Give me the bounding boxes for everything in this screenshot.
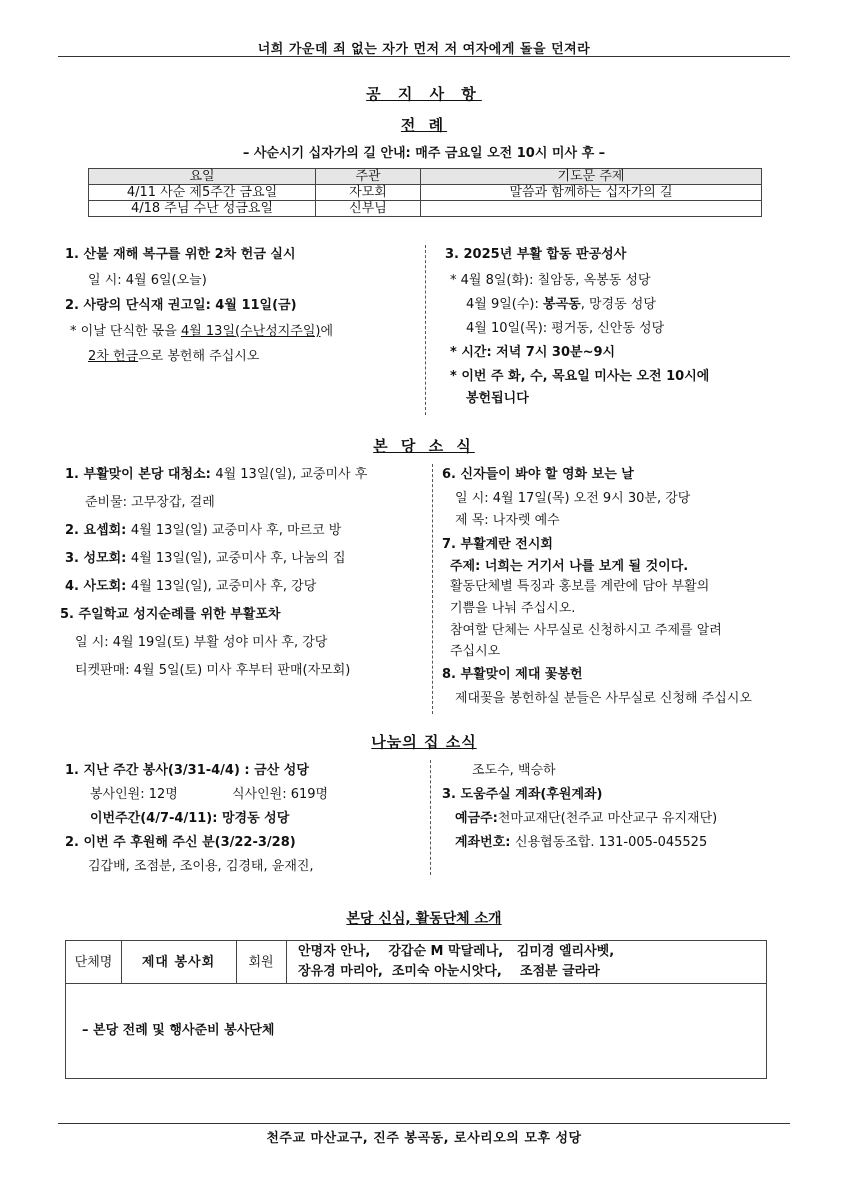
table-header-cell: 주관: [316, 169, 421, 185]
group-members: 장유경 마리아, 조미숙 아눈시앗다, 조점분 글라라: [298, 964, 600, 979]
parish-item1-sub: 준비물: 고무장갑, 걸레: [85, 495, 215, 510]
sharing-title: 나눔의 집 소식: [371, 733, 477, 751]
liturgy-title: 전 례: [400, 116, 448, 134]
liturgy-subtitle: – 사순시기 십자가의 길 안내: 매주 금요일 오전 10시 미사 후 –: [242, 146, 606, 161]
sharing-meals: 식사인원: 619명: [232, 787, 329, 802]
liturgy-table: [88, 168, 762, 217]
table-cell: 4/18 주님 수난 성금요일: [89, 201, 316, 217]
column-divider: [430, 760, 431, 875]
parish-item3: 3. 성모회: 4월 13일(일), 교중미사 후, 나눔의 집: [65, 551, 346, 566]
column-divider: [425, 245, 426, 415]
parish-item4: 4. 사도회: 4월 13일(일), 교중미사 후, 강당: [65, 579, 317, 594]
footer-divider: [58, 1123, 790, 1124]
parish-item7-text: 주십시오: [450, 644, 501, 659]
table-header-cell: 기도문 주제: [421, 169, 762, 185]
notice-item2-title: 2. 사랑의 단식재 권고일: 4월 11일(금): [65, 298, 297, 313]
parish-item8-title: 8. 부활맞이 제대 꽃봉헌: [442, 667, 583, 682]
header-divider: [58, 56, 790, 57]
sharing-next-week: 이번주간(4/7-4/11): 망경동 성당: [90, 811, 290, 826]
footer-text: 천주교 마산교구, 진주 봉곡동, 로사리오의 모후 성당: [266, 1131, 582, 1146]
sharing-item3-title: 3. 도움주실 계좌(후원계좌): [442, 787, 603, 802]
table-header-row: [89, 169, 762, 185]
group-name: 제대 봉사회: [141, 955, 216, 970]
header-motto: 너희 가운데 죄 없는 자가 먼저 저 여자에게 돌을 던져라: [257, 42, 591, 57]
parish-item1: 1. 부활맞이 본당 대청소: 4월 13일(일), 교중미사 후: [65, 467, 368, 482]
notice-item1-date: 일 시: 4월 6일(오늘): [88, 273, 207, 288]
table-header-cell: 요일: [89, 169, 316, 185]
mass-notice-cont: 봉헌됩니다: [466, 391, 529, 406]
parish-item7-text: 활동단체별 특징과 홍보를 계란에 담아 부활의: [450, 579, 710, 594]
sharing-donors: 김갑배, 조점분, 조이용, 김경태, 윤재진,: [88, 859, 314, 874]
group-info-row: [65, 940, 767, 984]
parish-item5-title: 5. 주일학교 성지순례를 위한 부활포차: [60, 607, 281, 622]
confession-time: * 시간: 저녁 7시 30분~9시: [450, 345, 616, 360]
parish-item6-movie: 제 목: 나자렛 예수: [455, 513, 560, 528]
group-name-label: 단체명: [74, 955, 113, 970]
group-members-label: 회원: [248, 955, 274, 970]
notice-item2-note: * 이날 단식한 몫을 4월 13일(수난성지주일)에: [70, 324, 334, 339]
parish-item2: 2. 요셉회: 4월 13일(일) 교중미사 후, 마르코 방: [65, 523, 342, 538]
column-divider: [432, 464, 433, 714]
parish-item6-title: 6. 신자들이 봐야 할 영화 보는 날: [442, 467, 634, 482]
account-holder: 예금주:천마교재단(천주교 마산교구 유지재단): [455, 811, 718, 826]
sharing-donors-cont: 조도수, 백승하: [472, 763, 556, 778]
mass-notice: * 이번 주 화, 수, 목요일 미사는 오전 10시에: [450, 369, 710, 384]
table-row: [89, 185, 762, 201]
sharing-item1-title: 1. 지난 주간 봉사(3/31-4/4) : 금산 성당: [65, 763, 309, 778]
groups-title: 본당 신심, 활동단체 소개: [346, 911, 502, 927]
table-cell: 4/11 사순 제5주간 금요일: [89, 185, 316, 201]
notice-item3-title: 3. 2025년 부활 합동 판공성사: [445, 247, 627, 262]
notice-title: 공 지 사 항: [366, 85, 482, 103]
table-cell: 말씀과 함께하는 십자가의 길: [421, 185, 762, 201]
group-description-box: [65, 982, 767, 1079]
confession-line: 4월 9일(수): 봉곡동, 망경동 성당: [466, 297, 656, 312]
parish-item7-theme: 주제: 너희는 거기서 나를 보게 될 것이다.: [450, 559, 689, 574]
confession-line: 4월 10일(목): 평거동, 신안동 성당: [466, 321, 665, 336]
confession-line: * 4월 8일(화): 칠암동, 옥봉동 성당: [450, 273, 651, 288]
table-cell: 신부님: [316, 201, 421, 217]
parish-item7-text: 참여할 단체는 사무실로 신청하시고 주제를 알려: [450, 623, 722, 638]
group-members: 안명자 안나, 강갑순 M 막달레나, 김미경 엘리사벳,: [298, 944, 615, 959]
parish-item8-text: 제대꽃을 봉헌하실 분들은 사무실로 신청해 주십시오: [455, 691, 752, 706]
account-number: 계좌번호: 신용협동조합. 131-005-045525: [455, 835, 708, 850]
parish-item6-date: 일 시: 4월 17일(목) 오전 9시 30분, 강당: [455, 491, 691, 506]
table-cell: [421, 201, 762, 217]
parish-title: 본 당 소 식: [373, 437, 475, 455]
sharing-item2-title: 2. 이번 주 후원해 주신 분(3/22-3/28): [65, 835, 296, 850]
notice-item2-note-cont: 2차 헌금으로 봉헌해 주십시오: [88, 349, 260, 364]
table-row: [89, 201, 762, 217]
parish-item7-text: 기쁨을 나눠 주십시오.: [450, 601, 576, 616]
parish-item5-ticket: 티켓판매: 4월 5일(토) 미사 후부터 판매(자모회): [75, 663, 351, 678]
sharing-volunteers: 봉사인원: 12명: [90, 787, 178, 802]
notice-item1-title: 1. 산불 재해 복구를 위한 2차 헌금 실시: [65, 247, 296, 262]
table-cell: 자모회: [316, 185, 421, 201]
parish-item5-date: 일 시: 4월 19일(토) 부활 성야 미사 후, 강당: [75, 635, 328, 650]
parish-item7-title: 7. 부활계란 전시회: [442, 537, 553, 552]
group-description: – 본당 전례 및 행사준비 봉사단체: [82, 1023, 275, 1038]
